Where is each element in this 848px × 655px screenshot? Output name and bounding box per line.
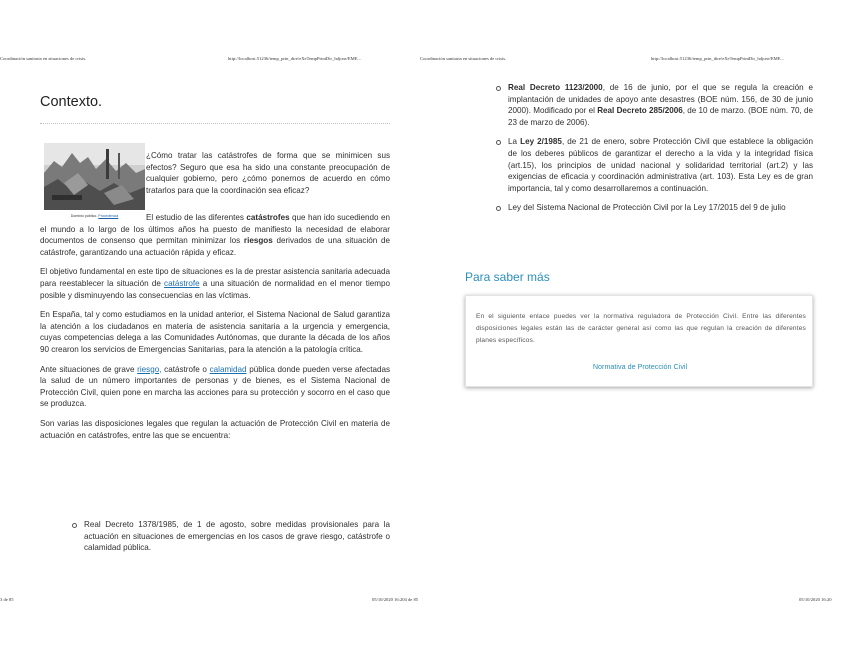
p4-text-a: Ante situaciones de grave (40, 364, 138, 374)
page-number-middle: 4 de 85 (404, 597, 419, 602)
left-body (40, 212, 390, 449)
li3-bold-b: Ley 2/1985 (520, 137, 562, 147)
footer-date-middle (372, 597, 418, 602)
p1-bold-catastrofes: catástrofes (246, 213, 290, 222)
p2-text-b: a una situación de normalidad en el menor tiempo posible y disminuyendo las consecuencias en las víctimas. (40, 278, 390, 300)
box-text: En el siguiente enlace puedes ver la normativa reguladora de Protección Civil. Entre las diferentes disposiciones legales están las de carácter general así como las que regulan la creación de diferentes planes específicos. (476, 313, 806, 344)
li2-text-b: , de 16 de junio, por el que se regula la creación e implantación de unidades de apoyo ante desastres (BOE núm. 156, de 30 de junio 2000). Modificado por el (508, 83, 813, 116)
list-item (496, 136, 813, 194)
paragraph-5: Son varias las disposiciones legales que regulan la actuación de Protección Civil en materia de actuación en catástrofes, entre las que se encuentra: (40, 418, 390, 440)
p1-text-e: derivados de una situación de catástrofe, garantizando una actuación rápida y eficaz. (40, 236, 390, 257)
paragraph-4 (40, 364, 390, 410)
page-header-title-right: Coordinación sanitaria en situaciones de crisis. (420, 56, 507, 61)
right-list (496, 82, 813, 222)
para-saber-mas-box (465, 295, 813, 387)
earthquake-ruins-photo (44, 143, 145, 210)
page-header-url-right: http://localhost:51236/temp_prin_dire/eXeTempPrintDir_hdjcne/EME... (651, 56, 785, 61)
footer-date: 05/10/2020 16:20 (372, 597, 405, 602)
paragraph-1 (40, 212, 390, 258)
para-saber-mas-title: Para saber más (465, 270, 550, 284)
section-heading: Contexto. (40, 94, 103, 110)
figure (44, 143, 145, 218)
list-item: Real Decreto 1378/1985, de 1 de agosto, sobre medidas provisionales para la actuación en situaciones de emergencias en los casos de grave riesgo, catástrofe o calamidad pública. (72, 519, 390, 554)
link-catastrofe[interactable]: catástrofe (164, 278, 200, 288)
p2-text-a: El objetivo fundamental en este tipo de situaciones es la de prestar asistencia sanitaria adecuada para reestablecer la situación de (40, 267, 390, 288)
intro-text: ¿Cómo tratar las catástrofes de forma que se minimicen sus efectos? Seguro que esa ha sido una constante preocupación de cualquier gobierno, pero ¿cómo ponernos de acuerdo en cómo tratarlos para que la coordinación sea eficaz? (146, 151, 390, 195)
intro-paragraph (146, 150, 390, 204)
heading-divider (40, 123, 390, 124)
paragraph-2 (40, 266, 390, 301)
left-list (72, 519, 390, 562)
p1-text-c: que han ido sucediendo en el mundo a lo largo de los últimos años ha puesto de manifiesto la necesidad de elaborar documentos de consenso que permitan minimizar los (40, 213, 390, 246)
normativa-link[interactable]: Normativa de Protección Civil (592, 362, 688, 371)
link-riesgo[interactable]: riesgo, (137, 364, 162, 374)
paragraph-3: En España, tal y como estudiamos en la unidad anterior, el Sistema Nacional de Salud garantiza la atención a los ciudadanos en materia de asistencia sanitaria a la urgencia y emergencia, cuyas competencias delega a las Comunidades Autónomas, que durante la década de los años 90 crearon los servicios de Emergencias Sanitarias, para la atención a la patología crítica. (40, 310, 390, 354)
list-item: Ley del Sistema Nacional de Protección Civil por la Ley 17/2015 del 9 de julio (496, 202, 813, 214)
p1-bold-riesgos: riesgos (243, 236, 273, 246)
list-item (496, 82, 813, 128)
page-header-url-left: http://localhost:51236/temp_prin_dire/eXeTempPrintDir_hdjcne/EME... (228, 56, 362, 61)
footer-date-right: 05/10/2020 16:20 (799, 597, 832, 602)
p4-text-c: pública donde pueden verse afectadas la salud de un número importantes de personas y de bienes, es el Sistema Nacional de Protección Civil, quien pone en marcha las acciones para su protección y socorro en el caso que se produzca. (40, 364, 391, 409)
page-number-left: 3 de 85 (0, 597, 14, 602)
link-calamidad[interactable]: calamidad (209, 364, 247, 374)
li3-text-a: La (508, 137, 521, 147)
p4-text-b: catástrofe o (161, 364, 210, 374)
page-header-title-left: Coordinación sanitaria en situaciones de crisis. (0, 56, 87, 61)
p1-text-a: El estudio de las diferentes (146, 213, 247, 222)
li2-bold-a: Real Decreto 1123/2000 (508, 83, 603, 92)
caption-prefix: Dominio público. (70, 214, 98, 218)
caption-source-link[interactable]: Procedencia (98, 214, 119, 218)
li3-text-c: , de 21 de enero, sobre Protección Civil que establece la obligación de los deberes públicos de garantizar el derecho a la vida y la integridad física (art.15), los principios de unidad nacional y solidaridad territorial (art.2) y las exigencias de eficacia y coordinación administrativa (art. 103). Esta Ley es de gran importancia, tal y como desarrollaremos a continuación. (508, 137, 813, 193)
li2-text-d: , de 10 de marzo. (BOE núm. 70, de 23 de marzo de 2006). (508, 106, 813, 127)
li2-bold-c: Real Decreto 285/2006 (597, 106, 683, 116)
